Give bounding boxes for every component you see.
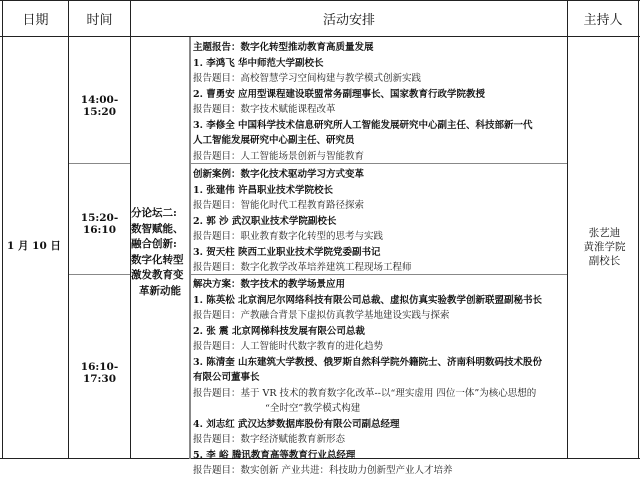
- report-title-line: “全时空”教学模式构建: [265, 403, 361, 414]
- session-block-3: [193, 277, 565, 479]
- forum-line: 革新动能: [139, 284, 181, 297]
- report-title-line: 报告题目：数实创新 产业共进：科技助力创新型产业人才培养: [193, 465, 453, 476]
- forum-line: 数字化转型: [131, 253, 184, 266]
- report-title-line: 报告题目：产教融合背景下虚拟仿真教学基地建设实践与探索: [193, 310, 450, 321]
- speaker-line: 4. 刘志红 武汉达梦数据库股份有限公司副总经理: [193, 418, 400, 430]
- speaker-line: 解决方案：数字技术的教学场景应用: [193, 279, 346, 290]
- host-name: 张艺迪: [588, 227, 621, 239]
- session-time: 14:00-15:20: [80, 94, 119, 118]
- host-title: 副校长: [588, 255, 621, 267]
- table-border-left: [2, 0, 3, 459]
- report-title-line: 报告题目：数字化教学改革培养建筑工程现场工程师: [193, 262, 412, 273]
- speaker-line: 3. 陈清奎 山东建筑大学教授、俄罗斯自然科学院外籍院士、济南科明数码技术股份: [193, 356, 543, 368]
- speaker-line: 3. 李修全 中国科学技术信息研究所人工智能发展研究中心副主任、科技部新一代: [193, 119, 533, 131]
- forum-title: [131, 206, 189, 299]
- report-title-line: 报告题目：基于 VR 技术的教育数字化改革--以“理实虚用 四位一体”为核心思想的: [193, 387, 537, 399]
- speaker-line: 人工智能发展研究中心副主任、研究员: [193, 135, 355, 146]
- time-row-divider-2: [69, 274, 130, 275]
- speaker-line: 1. 陈英松 北京润尼尔网络科技有限公司总裁、虚拟仿真实验教学创新联盟副秘书长: [193, 294, 543, 306]
- report-title-line: 报告题目：数字经济赋能教育新形态: [193, 434, 346, 445]
- report-title-line: 报告题目：人工智能场景创新与智能教育: [193, 150, 365, 162]
- speaker-line: 主题报告：数字化转型推动教育高质量发展: [193, 42, 374, 53]
- session-time: 15:20-16:10: [80, 212, 119, 236]
- host-cell: [569, 226, 640, 268]
- speaker-line: 有限公司董事长: [193, 372, 260, 383]
- speaker-line: 1. 李鸿飞 华中师范大学副校长: [193, 57, 324, 69]
- speaker-line: 创新案例：数字化技术驱动学习方式变革: [193, 169, 365, 180]
- report-title-line: 报告题目：高校智慧学习空间构建与教学模式创新实践: [193, 73, 422, 84]
- forum-line: 分论坛二:: [131, 207, 177, 219]
- col-divider-content: [567, 0, 568, 459]
- session-time: 16:10-17:30: [80, 361, 119, 385]
- header-time: 时间: [86, 12, 113, 28]
- forum-line: 融合创新:: [131, 238, 177, 250]
- report-title-line: 报告题目：职业教育数字化转型的思考与实践: [193, 231, 384, 242]
- header-divider: [0, 36, 640, 37]
- speaker-line: 2. 曹勇安 应用型课程建设联盟常务副理事长、国家教育行政学院教授: [193, 88, 486, 100]
- speaker-line: 1. 张建伟 许昌职业技术学院校长: [193, 184, 334, 196]
- header-host: 主持人: [583, 12, 623, 28]
- time-row-divider-1: [69, 163, 130, 164]
- report-title-line: 报告题目：数字技术赋能课程改革: [193, 104, 336, 115]
- header-date: 日期: [22, 12, 49, 28]
- forum-line: 激发教育变: [131, 269, 184, 281]
- speaker-line: 2. 张 震 北京网梯科技发展有限公司总裁: [193, 325, 365, 337]
- report-title-line: 报告题目：智能化时代工程教育路径探索: [193, 200, 365, 211]
- date-cell: 1 月 10 日: [7, 240, 61, 252]
- speaker-line: 5. 李 峪 腾讯教育高等教育行业总经理: [193, 449, 356, 461]
- header-activity: 活动安排: [322, 12, 375, 28]
- speaker-line: 3. 贺天柱 陕西工业职业技术学院党委副书记: [193, 246, 381, 258]
- session-block-1: [193, 40, 565, 164]
- session-block-2: [193, 167, 565, 276]
- col-divider-forum: [189, 37, 191, 459]
- host-org: 黄淮学院: [583, 241, 626, 253]
- speaker-line: 2. 郭 沙 武汉职业技术学院副校长: [193, 215, 337, 227]
- forum-line: 数智赋能、: [131, 222, 184, 235]
- report-title-line: 报告题目：人工智能时代数字教育的进化趋势: [193, 341, 384, 352]
